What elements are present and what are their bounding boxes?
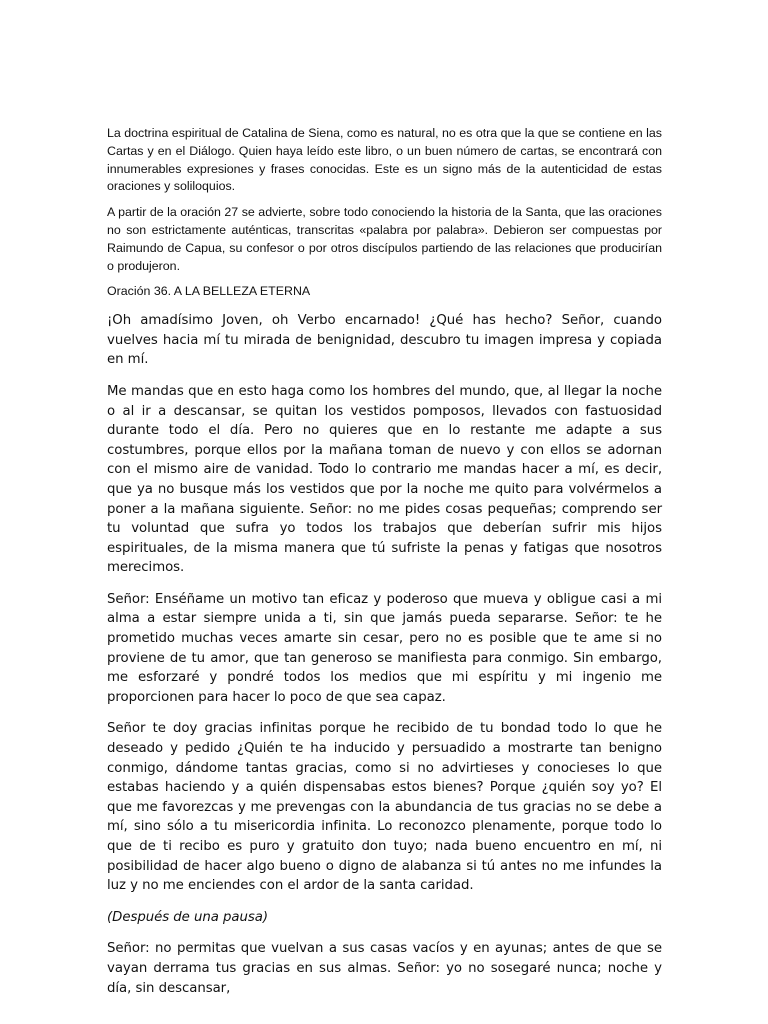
final-paragraph: Señor: no permitas que vuelvan a sus casas vacíos y en ayunas; antes de que se vayan derrama tus gracias en sus almas. Señor: yo no sosegaré nunca; noche y día, sin descansar, — [107, 941, 662, 996]
document-page — [107, 125, 662, 1010]
body-paragraph-4: Señor te doy gracias infinitas porque he recibido de tu bondad todo lo que he deseado y pedido ¿Quién te ha inducido y persuadido a mostrarte tan benigno conmigo, dándome tantas gracias, como si no advirtieses y conocieses lo que estabas haciendo y a quién dispensabas estos bienes? Porque ¿quién soy yo? El que me favorezcas y me prevengas con la abundancia de tus gracias no se debe a mí, sino sólo a tu misericordia infinita. Lo reconozco plenamente, porque todo lo que de ti recibo es puro y gratuito don tuyo; nada bueno encuentro en mí, ni posibilidad de hacer algo bueno o digno de alabanza si tú antes no me infundes la luz y no me enciendes con el ardor de la santa caridad. — [107, 721, 662, 894]
body-paragraph-1: ¡Oh amadísimo Joven, oh Verbo encarnado! ¿Qué has hecho? Señor, cuando vuelves hacia mí tu mirada de benignidad, descubro tu imagen impresa y copiada en mí. — [107, 313, 662, 368]
section-heading: Oración 36. A LA BELLEZA ETERNA — [107, 284, 311, 299]
stage-direction: (Después de una pausa) — [107, 909, 268, 925]
intro-paragraph-2: A partir de la oración 27 se advierte, sobre todo conociendo la historia de la Santa, que las oraciones no son estrictamente auténticas, transcritas «palabra por palabra». Debieron ser compuestas por Raimundo de Capua, su confesor o por otros discípulos partiendo de las relaciones que producirían o produjeron. — [107, 205, 662, 273]
body-paragraph-2: Me mandas que en esto haga como los hombres del mundo, que, al llegar la noche o al ir a descansar, se quitan los vestidos pomposos, llevados con fastuosidad durante todo el día. Pero no quieres que en lo restante me adapte a sus costumbres, porque ellos por la mañana toman de nuevo y con ellos se adornan con el mismo aire de vanidad. Todo lo contrario me mandas hacer a mí, es decir, que ya no busque más los vestidos que por la noche me quito para volvérmelos a poner a la mañana siguiente. Señor: no me pides cosas pequeñas; comprendo ser tu voluntad que sufra yo todos los trabajos que deberían sufrir mis hijos espirituales, de la misma manera que tú sufriste la penas y fatigas que nosotros merecimos. — [107, 383, 662, 576]
intro-paragraph-1: La doctrina espiritual de Catalina de Siena, como es natural, no es otra que la que se contiene en las Cartas y en el Diálogo. Quien haya leído este libro, o un buen número de cartas, se encontrará con innumerables expresiones y frases conocidas. Este es un signo más de la autenticidad de estas oraciones y soliloquios. — [107, 126, 662, 194]
body-paragraph-3: Señor: Enséñame un motivo tan eficaz y poderoso que mueva y obligue casi a mi alma a estar siempre unida a ti, sin que jamás pueda separarse. Señor: te he prometido muchas veces amarte sin cesar, pero no es posible que te ame si no proviene de tu amor, que tan generoso se manifiesta para conmigo. Sin embargo, me esforzaré y pondré todos los medios que mi espíritu y mi ingenio me proporcionen para hacer lo poco de que sea capaz. — [107, 591, 662, 705]
